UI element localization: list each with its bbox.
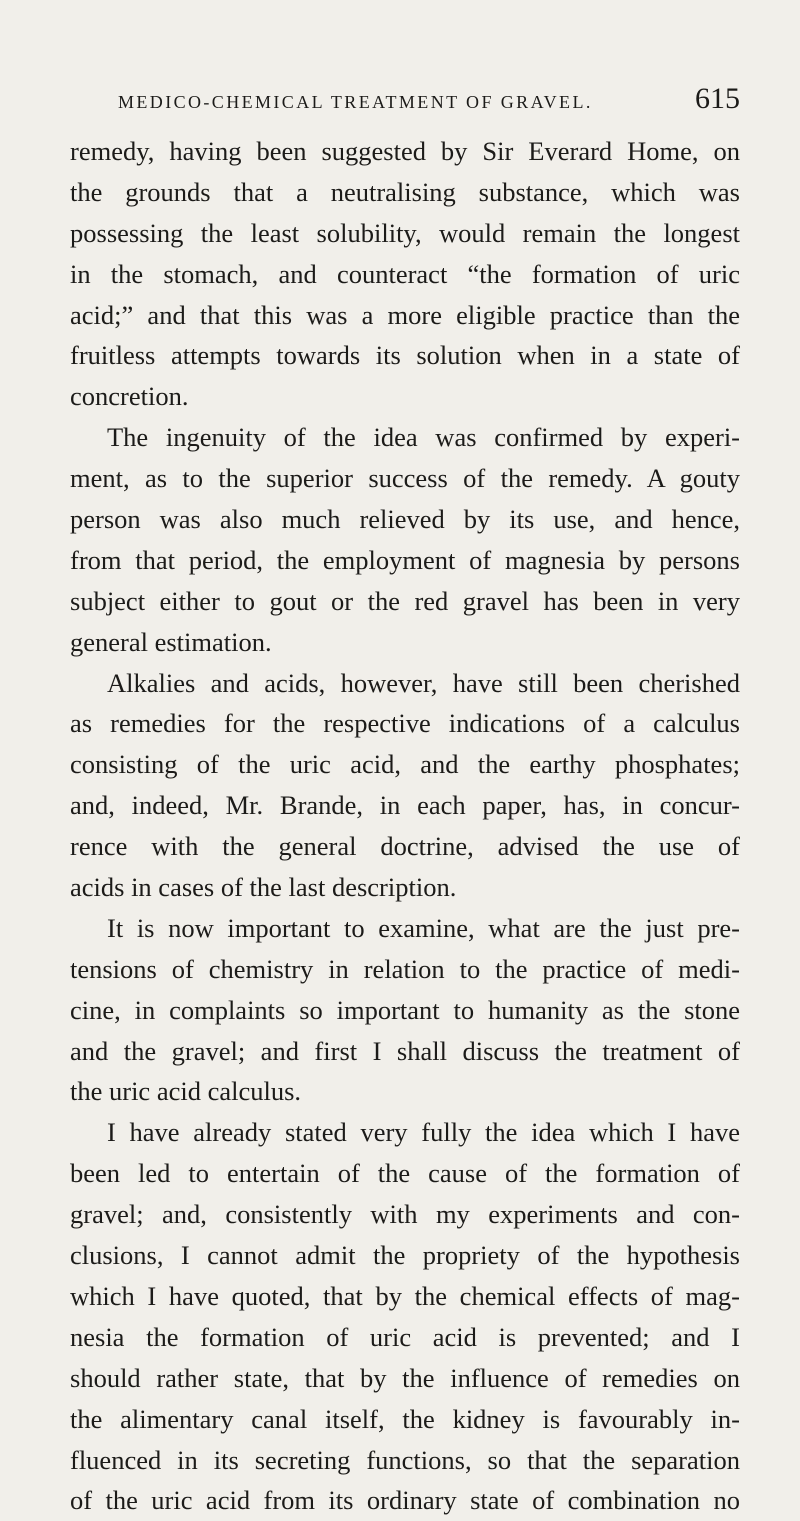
text-line: and, indeed, Mr. Brande, in each paper, has, in concur- xyxy=(70,790,740,821)
text-line: should rather state, that by the influence of remedies on xyxy=(70,1362,740,1393)
text-line: It is now important to examine, what are the just pre- xyxy=(107,912,740,943)
text-line: in the stomach, and counteract “the formation of uric xyxy=(70,258,740,289)
text-line: been led to entertain of the cause of the formation of xyxy=(70,1158,740,1189)
page-number: 615 xyxy=(695,82,740,115)
text-line: consisting of the uric acid, and the earthy phosphates; xyxy=(70,749,740,780)
text-line: as remedies for the respective indications of a calculus xyxy=(70,708,740,739)
text-line: possessing the least solubility, would remain the longest xyxy=(70,217,740,248)
text-line: Alkalies and acids, however, have still been cherished xyxy=(107,667,740,698)
text-line: the uric acid calculus. xyxy=(70,1076,302,1107)
text-line: ment, as to the superior success of the remedy. A gouty xyxy=(70,463,740,494)
running-head: MEDICO-CHEMICAL TREATMENT OF GRAVEL. xyxy=(118,92,593,112)
text-line: general estimation. xyxy=(70,626,272,657)
text-line: fruitless attempts towards its solution when in a state of xyxy=(70,340,740,371)
text-line: clusions, I cannot admit the propriety of the hypothesis xyxy=(70,1240,740,1271)
text-line: gravel; and, consistently with my experiments and con- xyxy=(70,1199,740,1230)
text-line: which I have quoted, that by the chemical effects of mag- xyxy=(70,1280,740,1311)
text-line: The ingenuity of the idea was confirmed by experi- xyxy=(107,422,740,453)
text-line: and the gravel; and first I shall discuss the treatment of xyxy=(70,1035,740,1066)
text-line: I have already stated very fully the idea which I have xyxy=(107,1117,740,1148)
text-line: rence with the general doctrine, advised the use of xyxy=(70,831,740,862)
text-line: nesia the formation of uric acid is prevented; and I xyxy=(70,1321,740,1352)
text-line: of the uric acid from its ordinary state of combination no xyxy=(70,1485,740,1516)
text-line: from that period, the employment of magnesia by persons xyxy=(70,544,740,575)
text-line: the grounds that a neutralising substance, which was xyxy=(70,176,740,207)
text-line: cine, in complaints so important to humanity as the stone xyxy=(70,994,740,1025)
text-line: acid;” and that this was a more eligible practice than the xyxy=(70,299,740,330)
text-line: remedy, having been suggested by Sir Everard Home, on xyxy=(70,136,740,166)
text-line: tensions of chemistry in relation to the practice of medi- xyxy=(70,953,740,984)
text-line: fluenced in its secreting functions, so that the separation xyxy=(70,1444,740,1475)
page-header xyxy=(118,80,740,124)
text-line: acids in cases of the last description. xyxy=(70,872,457,903)
text-line: concretion. xyxy=(70,381,189,412)
text-line: subject either to gout or the red gravel has been in very xyxy=(70,585,740,616)
text-line: person was also much relieved by its use, and hence, xyxy=(70,504,740,535)
body-text xyxy=(70,131,740,1521)
text-line: the alimentary canal itself, the kidney is favourably in- xyxy=(70,1403,740,1434)
